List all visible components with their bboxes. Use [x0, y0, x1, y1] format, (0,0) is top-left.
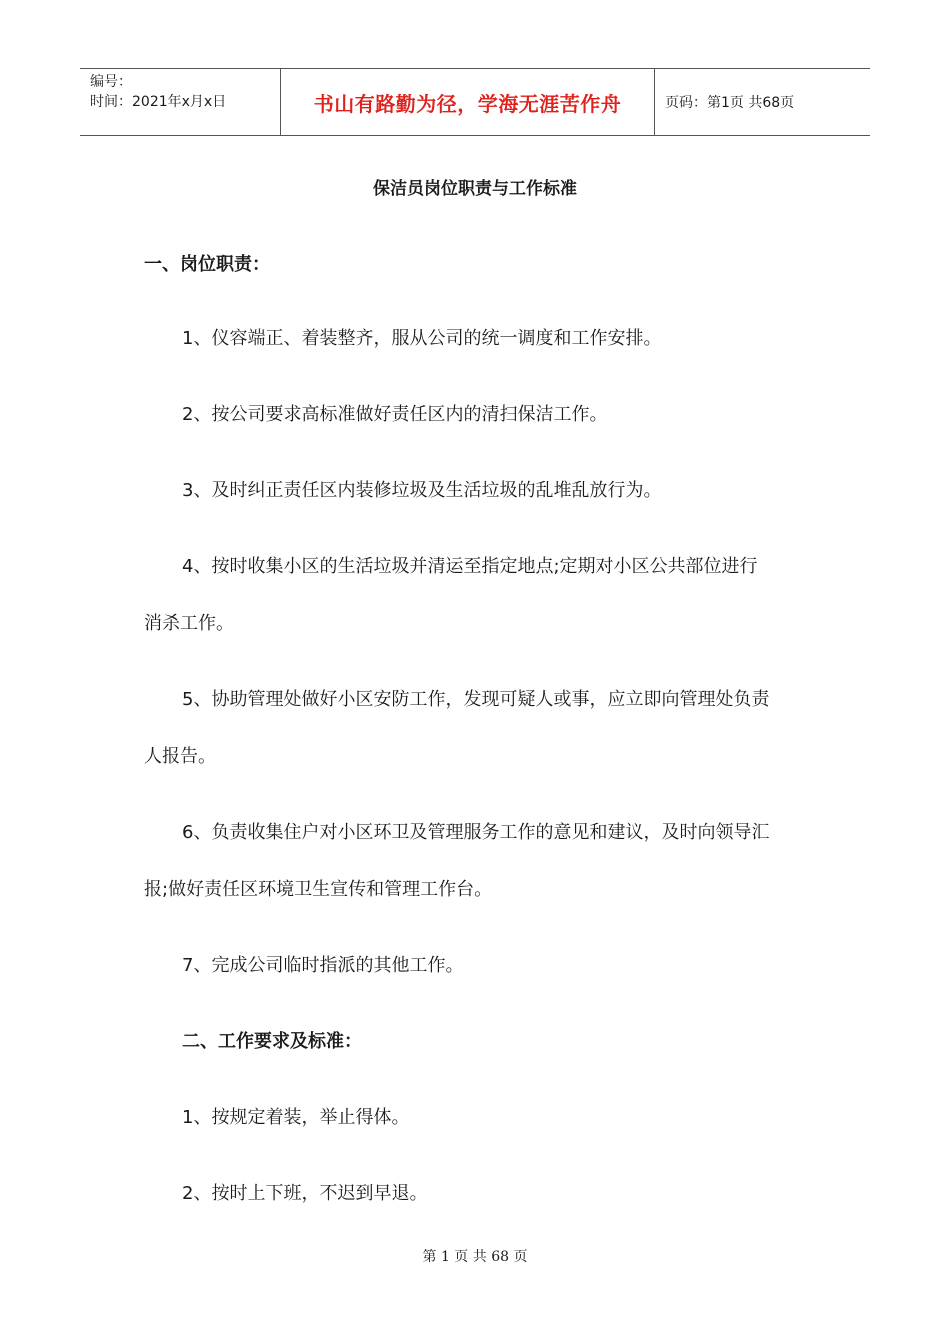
standard-item-1: 1、按规定着装，举止得体。 — [182, 1107, 410, 1128]
duty-item-4: 4、按时收集小区的生活垃圾并清运至指定地点;定期对小区公共部位进行 — [182, 556, 758, 577]
duty-item-5-cont: 人报告。 — [144, 746, 216, 767]
duty-item-7: 7、完成公司临时指派的其他工作。 — [182, 955, 464, 976]
duty-item-5: 5、协助管理处做好小区安防工作，发现可疑人或事，应立即向管理处负责 — [182, 689, 770, 710]
document-number-label: 编号： — [90, 74, 132, 90]
duty-item-4-cont: 消杀工作。 — [144, 613, 234, 634]
header-page-cell — [655, 69, 870, 135]
document-date: 时间：2021年x月x日 — [90, 94, 227, 110]
duty-item-3: 3、及时纠正责任区内装修垃圾及生活垃圾的乱堆乱放行为。 — [182, 480, 662, 501]
header-motto: 书山有路勤为径，学海无涯苦作舟 — [313, 91, 622, 116]
duty-item-6-cont: 报;做好责任区环境卫生宣传和管理工作台。 — [144, 879, 493, 900]
page-header — [80, 68, 870, 136]
page-footer: 第 1 页 共 68 页 — [422, 1249, 528, 1265]
header-motto-cell — [281, 69, 655, 135]
standard-item-2: 2、按时上下班，不迟到早退。 — [182, 1183, 428, 1204]
duty-item-2: 2、按公司要求高标准做好责任区内的清扫保洁工作。 — [182, 404, 608, 425]
header-meta — [80, 69, 281, 135]
duty-item-1: 1、仪容端正、着装整齐，服从公司的统一调度和工作安排。 — [182, 328, 662, 349]
header-page-info: 页码：第1页 共68页 — [665, 95, 795, 111]
document-title: 保洁员岗位职责与工作标准 — [373, 179, 577, 199]
section-heading-duties: 一、岗位职责： — [144, 254, 270, 275]
section-heading-standards: 二、工作要求及标准： — [182, 1031, 362, 1052]
duty-item-6: 6、负责收集住户对小区环卫及管理服务工作的意见和建议，及时向领导汇 — [182, 822, 770, 843]
